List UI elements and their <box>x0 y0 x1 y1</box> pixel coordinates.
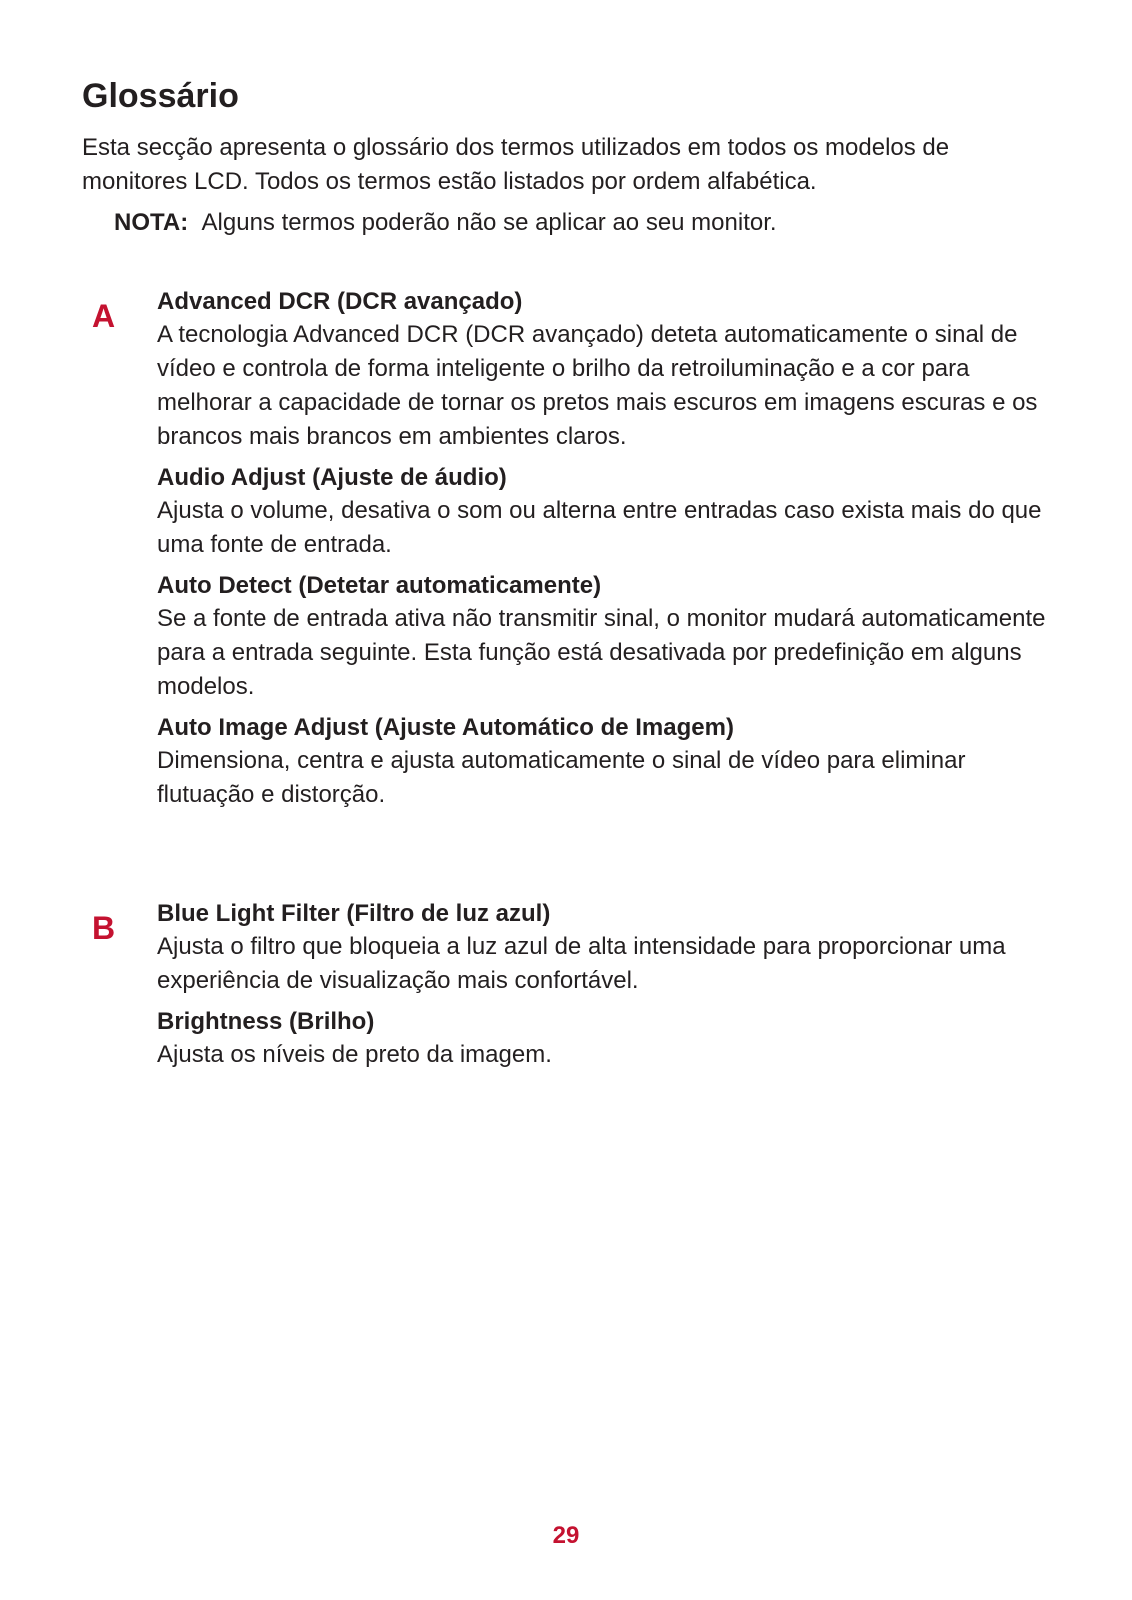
section-letter: A <box>92 298 116 334</box>
entry-definition: Se a fonte de entrada ativa não transmitir sinal, o monitor mudará automaticamente para a entrada seguinte. Esta função está desativada por predefinição em alguns modelos. <box>157 605 1046 700</box>
note-text: Alguns termos poderão não se aplicar ao seu monitor. <box>201 209 777 236</box>
note-label: NOTA: <box>114 209 189 236</box>
section-letter: B <box>92 910 116 946</box>
entry-list <box>157 286 1057 820</box>
entry-definition: Dimensiona, centra e ajusta automaticamente o sinal de vídeo para eliminar flutuação e distorção. <box>157 747 966 808</box>
entry-term: Auto Image Adjust (Ajuste Automático de Imagem) <box>157 714 734 741</box>
glossary-entry <box>157 1006 1057 1072</box>
entry-definition: Ajusta os níveis de preto da imagem. <box>157 1041 552 1068</box>
glossary-entry <box>157 286 1057 454</box>
glossary-entry <box>157 712 1057 812</box>
glossary-entry <box>157 462 1057 562</box>
entry-definition: Ajusta o filtro que bloqueia a luz azul de alta intensidade para proporcionar uma experiência de visualização mais confortável. <box>157 933 1006 994</box>
entry-term: Auto Detect (Detetar automaticamente) <box>157 572 602 599</box>
entry-definition: A tecnologia Advanced DCR (DCR avançado) deteta automaticamente o sinal de vídeo e controla de forma inteligente o brilho da retroiluminação e a cor para melhorar a capacidade de tornar os pretos mais escuros em imagens escuras e os brancos mais brancos em ambientes claros. <box>157 321 1038 450</box>
entry-term: Advanced DCR (DCR avançado) <box>157 288 523 315</box>
entry-term: Audio Adjust (Ajuste de áudio) <box>157 464 507 491</box>
entry-term: Brightness (Brilho) <box>157 1008 375 1035</box>
entry-list <box>157 898 1057 1080</box>
glossary-entry <box>157 898 1057 998</box>
entry-definition: Ajusta o volume, desativa o som ou alterna entre entradas caso exista mais do que uma fonte de entrada. <box>157 497 1042 558</box>
intro-paragraph: Esta secção apresenta o glossário dos termos utilizados em todos os modelos de monitores LCD. Todos os termos estão listados por ordem alfabética. <box>82 134 950 195</box>
page-number: 29 <box>552 1522 580 1549</box>
glossary-entry <box>157 570 1057 704</box>
page-title: Glossário <box>82 77 239 115</box>
note <box>114 206 777 240</box>
entry-term: Blue Light Filter (Filtro de luz azul) <box>157 900 551 927</box>
